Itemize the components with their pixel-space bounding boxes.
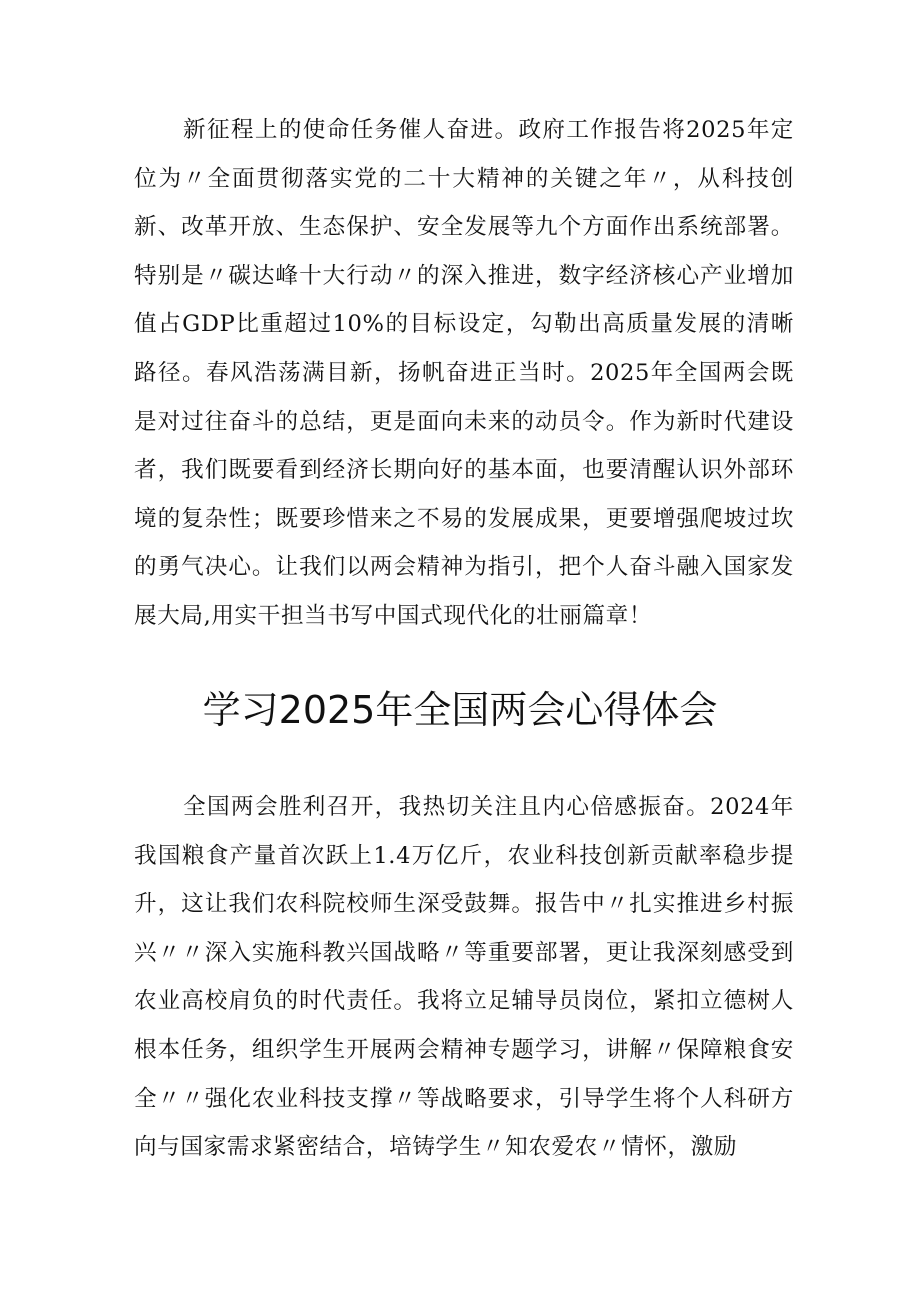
body-paragraph-2: 全国两会胜利召开，我热切关注且内心倍感振奋。2024年我国粮食产量首次跃上1.4万亿斤，农业科技创新贡献率稳步提升，这让我们农科院校师生深受鼓舞。报告中〃扎实推进乡村振兴〃〃深入实施科教兴国战略〃等重要部署，更让我深刻感受到农业高校肩负的时代责任。我将立足辅导员岗位，紧扣立德树人根本任务，组织学生开展两会精神专题学习，讲解〃保障粮食安全〃〃强化农业科技支撑〃等战略要求，引导学生将个人科研方向与国家需求紧密结合，培铸学生〃知农爱农〃情怀，激励 [134, 794, 794, 1161]
section-heading: 学习2025年全国两会心得体会 [202, 688, 718, 732]
body-paragraph-1: 新征程上的使命任务催人奋进。政府工作报告将2025年定位为〃全面贯彻落实党的二十大精神的关键之年〃，从科技创新、改革开放、生态保护、安全发展等九个方面作出系统部署。特别是〃碳达峰十大行动〃的深入推进，数字经济核心产业增加值占GDP比重超过10%的目标设定，勾勒出高质量发展的清晰路径。春风浩荡满目新，扬帆奋进正当时。2025年全国两会既是对过往奋斗的总结，更是面向未来的动员令。作为新时代建设者，我们既要看到经济长期向好的基本面，也要清醒认识外部环境的复杂性；既要珍惜来之不易的发展成果，更要增强爬坡过坎的勇气决心。让我们以两会精神为指引，把个人奋斗融入国家发展大局,用实干担当书写中国式现代化的壮丽篇章！ [134, 117, 794, 629]
